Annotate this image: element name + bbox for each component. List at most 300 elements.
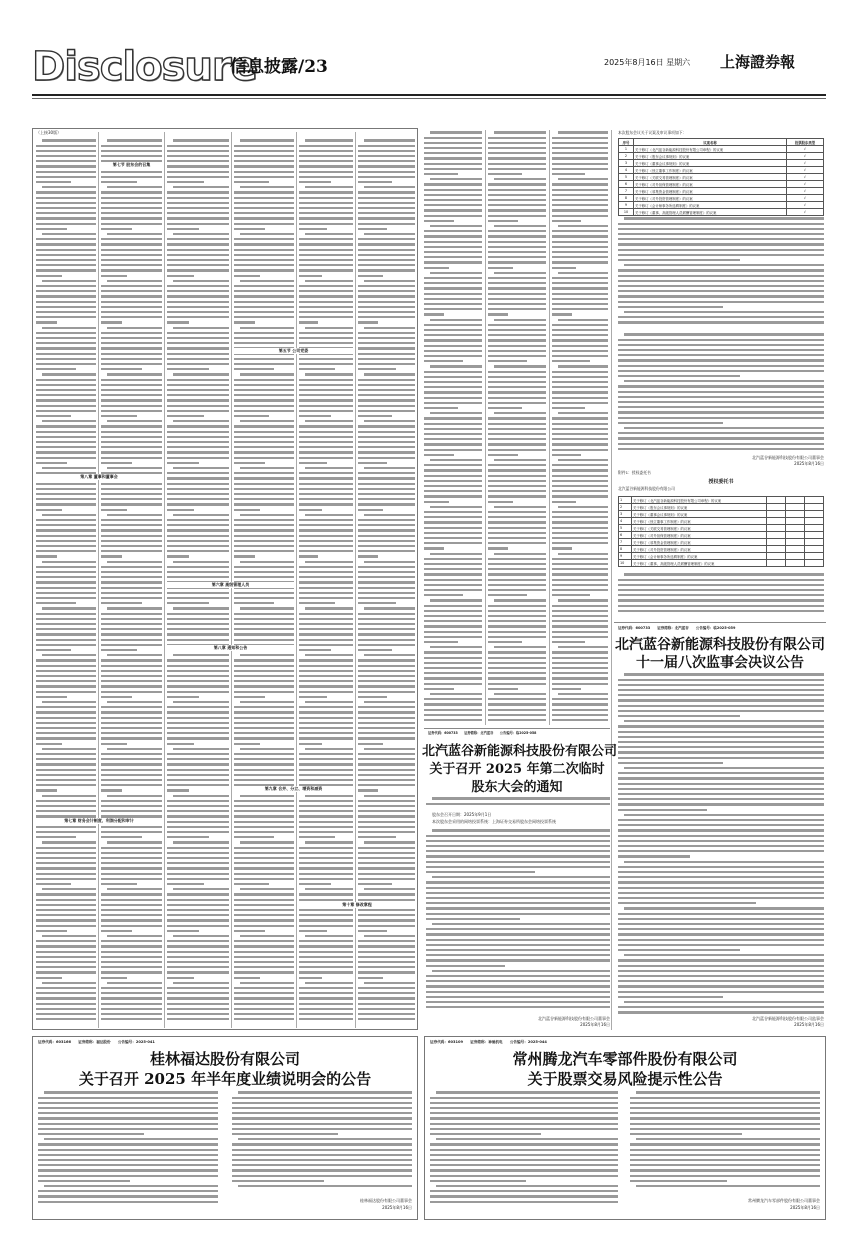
text-line [234, 592, 294, 594]
board-notice-body [618, 672, 824, 1020]
text-line [426, 954, 610, 956]
text-line [424, 267, 449, 269]
text-line [101, 779, 162, 781]
text-line [36, 150, 96, 152]
text-line [101, 176, 162, 178]
text-line [432, 970, 610, 972]
vote-cell[interactable] [805, 504, 824, 511]
text-line [630, 1102, 820, 1104]
agenda-intro: 本次股东会议关于议案及审议事项如下： [618, 130, 687, 135]
text-line [552, 334, 608, 336]
text-line [358, 711, 415, 713]
text-line [552, 261, 608, 263]
text-line [234, 342, 294, 344]
text-line [167, 717, 229, 719]
text-line [618, 881, 824, 883]
text-line [358, 909, 415, 911]
text-line [488, 142, 546, 144]
text-line [299, 217, 353, 219]
text-line [299, 545, 353, 547]
text-line [36, 311, 96, 313]
text-line [494, 272, 546, 274]
text-line [358, 451, 415, 453]
text-line [299, 763, 353, 765]
table-row [619, 153, 824, 160]
text-line [618, 339, 824, 341]
vote-cell[interactable] [767, 539, 786, 546]
text-line [424, 428, 482, 430]
text-line [552, 683, 608, 685]
text-line [167, 509, 194, 511]
text-line [488, 527, 546, 529]
text-line [552, 558, 608, 560]
text-line [299, 254, 353, 256]
vote-cell[interactable] [767, 518, 786, 525]
text-line [167, 472, 229, 474]
text-line [358, 566, 415, 568]
text-line [36, 363, 96, 365]
text-line [488, 355, 546, 357]
text-line [234, 836, 274, 838]
text-line [36, 290, 96, 292]
text-line [36, 379, 96, 381]
table-row [619, 560, 824, 567]
text-line [167, 358, 229, 360]
text-line [364, 654, 415, 656]
text-line [430, 599, 482, 601]
vote-cell[interactable] [786, 553, 805, 560]
text-line [552, 371, 608, 373]
text-line [234, 249, 294, 251]
text-line [430, 1117, 618, 1119]
text-line [101, 873, 162, 875]
text-line [238, 1185, 412, 1187]
text-line [167, 384, 229, 386]
text-line [234, 379, 294, 381]
text-line [234, 753, 294, 755]
articles-column-1 [36, 138, 96, 1024]
text-line [36, 758, 96, 760]
text-line [358, 212, 415, 214]
vote-cell[interactable] [805, 546, 824, 553]
text-line [426, 1001, 610, 1003]
text-line [552, 584, 608, 586]
vote-cell[interactable] [767, 560, 786, 567]
text-line [234, 436, 294, 438]
text-line [234, 519, 294, 521]
text-line [618, 829, 824, 831]
notice-title-line-2: 股东大会的通知 [471, 780, 563, 795]
text-line [36, 592, 96, 594]
text-line [234, 800, 294, 802]
vote-cell[interactable] [805, 539, 824, 546]
text-line [167, 675, 229, 677]
company-name: 桂林福达股份有限公司 [149, 1050, 300, 1068]
text-line [36, 405, 96, 407]
changzhou-column-1 [430, 1090, 618, 1206]
text-line [36, 977, 62, 979]
text-line [167, 394, 229, 396]
text-line [305, 982, 353, 984]
text-line [234, 904, 294, 906]
text-line [488, 360, 527, 362]
text-line [36, 160, 96, 162]
text-line [36, 836, 76, 838]
text-line [424, 391, 482, 393]
text-line [167, 379, 229, 381]
text-line [358, 457, 415, 459]
text-line [618, 269, 824, 271]
text-line [364, 795, 415, 797]
text-line [358, 1018, 415, 1020]
text-line [552, 438, 608, 440]
text-line [424, 537, 482, 539]
text-line [618, 933, 824, 935]
text-line [430, 412, 482, 414]
text-line [101, 649, 137, 651]
text-line [36, 342, 96, 344]
table-row [619, 504, 824, 511]
text-line [36, 779, 96, 781]
text-line [234, 431, 294, 433]
vote-cell[interactable] [767, 553, 786, 560]
vote-cell[interactable] [786, 539, 805, 546]
text-line [36, 696, 67, 698]
vote-cell[interactable] [767, 497, 786, 504]
table-row [619, 188, 824, 195]
text-line [358, 753, 415, 755]
text-line [488, 293, 546, 295]
text-line [430, 506, 482, 508]
text-line [234, 311, 294, 313]
text-line [358, 202, 415, 204]
text-line [234, 275, 260, 277]
text-line [101, 862, 162, 864]
text-line [101, 961, 162, 963]
text-line [299, 857, 353, 859]
text-line [358, 883, 392, 885]
text-line [299, 992, 353, 994]
text-line [38, 1133, 144, 1135]
text-line [424, 579, 482, 581]
text-line [299, 883, 331, 885]
text-line [36, 540, 96, 542]
text-line [42, 233, 96, 235]
table-cell: 关于修订《关联交易管理制度》的议案 [634, 174, 787, 181]
text-line [630, 1133, 742, 1135]
text-line [488, 334, 546, 336]
text-line [358, 779, 415, 781]
text-line [234, 628, 294, 630]
text-line [424, 163, 482, 165]
text-line [234, 503, 294, 505]
text-line [234, 831, 294, 833]
text-line [107, 514, 162, 516]
vote-cell[interactable] [805, 553, 824, 560]
text-line [167, 431, 229, 433]
text-line [42, 186, 96, 188]
vote-cell[interactable] [786, 497, 805, 504]
table-row [619, 546, 824, 553]
text-line [234, 727, 294, 729]
vote-cell[interactable] [805, 532, 824, 539]
text-line [618, 871, 824, 873]
vote-cell[interactable] [767, 511, 786, 518]
vote-cell[interactable] [767, 525, 786, 532]
notice-code-line: 证券代码：600733 证券简称：北汽蓝谷 公告编号：临2025-058 [428, 731, 537, 736]
text-line [358, 519, 415, 521]
text-line [101, 243, 162, 245]
text-line [101, 893, 162, 895]
text-line [36, 285, 96, 287]
vote-cell[interactable] [767, 532, 786, 539]
text-line [299, 826, 353, 828]
text-line [305, 654, 353, 656]
agenda-notes [618, 216, 824, 326]
text-line [305, 186, 353, 188]
text-line [101, 930, 132, 932]
text-line [299, 451, 353, 453]
text-line [101, 602, 142, 604]
text-line [167, 571, 229, 573]
text-line [488, 261, 546, 263]
text-line [42, 888, 96, 890]
text-line [424, 615, 482, 617]
text-line [101, 711, 162, 713]
text-line [234, 212, 294, 214]
text-line [101, 228, 132, 230]
text-line [358, 254, 415, 256]
text-line [234, 977, 260, 979]
text-line [299, 535, 353, 537]
text-line [299, 685, 353, 687]
text-line [36, 753, 96, 755]
text-line [232, 1107, 412, 1109]
text-line [36, 545, 96, 547]
text-line [552, 345, 608, 347]
vote-cell[interactable] [786, 560, 805, 567]
text-line [299, 415, 331, 417]
text-line [426, 996, 610, 998]
text-line [618, 254, 824, 256]
text-line [36, 503, 96, 505]
text-line [167, 275, 194, 277]
text-line [358, 732, 415, 734]
text-line [424, 402, 482, 404]
text-line [38, 1195, 218, 1197]
text-line [488, 350, 546, 352]
text-line [364, 420, 415, 422]
text-line [424, 662, 482, 664]
text-line [167, 264, 229, 266]
text-line [488, 475, 546, 477]
text-line [430, 272, 482, 274]
vote-cell[interactable] [786, 518, 805, 525]
text-line [107, 748, 162, 750]
text-line [101, 269, 162, 271]
text-line [305, 607, 353, 609]
text-line [234, 207, 294, 209]
text-line [426, 835, 610, 837]
text-line [101, 758, 162, 760]
table-cell: 关于修订《募集资金管理制度》的议案 [632, 539, 767, 546]
proxy-signing-lines [618, 572, 824, 618]
text-line [167, 259, 229, 261]
text-line [358, 951, 415, 953]
changzhou-signature: 常州腾龙汽车零部件股份有限公司董事会 [748, 1198, 820, 1203]
text-line [618, 897, 824, 899]
section-wordmark: Disclosure [32, 44, 257, 90]
text-line [234, 810, 294, 812]
text-line [618, 959, 824, 961]
text-line [234, 1008, 294, 1010]
text-line [552, 355, 608, 357]
table-cell: 4 [619, 167, 634, 174]
text-line [494, 178, 546, 180]
text-line [232, 1102, 412, 1104]
text-line [358, 347, 415, 349]
text-line [488, 579, 546, 581]
text-line [36, 587, 96, 589]
text-line [36, 966, 96, 968]
text-line [101, 665, 162, 667]
text-line [618, 788, 824, 790]
text-line [424, 215, 482, 217]
vote-cell[interactable] [786, 532, 805, 539]
text-line [234, 774, 294, 776]
text-line [358, 743, 383, 745]
text-line [234, 457, 294, 459]
text-line [424, 480, 482, 482]
text-line [167, 623, 229, 625]
text-line [101, 722, 162, 724]
text-line [618, 996, 723, 998]
text-line [167, 150, 229, 152]
text-line [101, 784, 162, 786]
text-line [234, 847, 294, 849]
text-line [426, 1006, 610, 1008]
vote-cell[interactable] [767, 504, 786, 511]
meeting-sign-date: 2025年8月16日 [580, 1022, 610, 1027]
text-line [299, 160, 353, 162]
text-line [234, 987, 294, 989]
text-line [167, 483, 229, 485]
text-line [358, 919, 415, 921]
text-line [618, 391, 824, 393]
text-line [173, 701, 229, 703]
text-line [167, 847, 229, 849]
text-line [358, 977, 383, 979]
text-line [101, 457, 162, 459]
text-line [36, 493, 96, 495]
text-line [630, 1169, 820, 1171]
text-line [167, 904, 229, 906]
text-line [36, 914, 96, 916]
vote-cell[interactable] [786, 504, 805, 511]
text-line [36, 899, 96, 901]
vote-cell[interactable] [805, 511, 824, 518]
articles-column-4 [234, 138, 294, 1024]
text-line [107, 795, 162, 797]
text-line [234, 160, 294, 162]
vote-cell[interactable] [805, 560, 824, 567]
text-line [618, 824, 824, 826]
vote-cell[interactable] [805, 497, 824, 504]
text-line [299, 930, 327, 932]
text-line [167, 836, 209, 838]
vote-cell[interactable] [805, 518, 824, 525]
text-line [552, 698, 608, 700]
text-line [234, 675, 294, 677]
text-line [358, 321, 378, 323]
text-line [101, 685, 162, 687]
text-line [552, 527, 608, 529]
text-line [36, 332, 96, 334]
text-line [101, 727, 162, 729]
text-line [618, 605, 824, 607]
text-line [618, 594, 824, 596]
text-line [101, 259, 162, 261]
text-line [358, 509, 383, 511]
text-line [358, 633, 415, 635]
vote-cell[interactable] [767, 546, 786, 553]
text-line [167, 878, 229, 880]
text-line [552, 589, 608, 591]
text-line [36, 191, 96, 193]
vote-cell[interactable] [786, 546, 805, 553]
text-line [630, 1154, 820, 1156]
text-line [299, 181, 331, 183]
text-line [552, 625, 608, 627]
text-line [167, 618, 229, 620]
text-line [36, 613, 96, 615]
text-line [558, 225, 608, 227]
text-line [167, 332, 229, 334]
text-line [38, 1201, 218, 1203]
vote-cell[interactable] [805, 525, 824, 532]
text-line [618, 715, 740, 717]
text-line [552, 620, 608, 622]
text-line [430, 178, 482, 180]
text-line [364, 280, 415, 282]
text-line [618, 855, 690, 857]
text-line [299, 524, 353, 526]
text-line [358, 207, 415, 209]
text-line [552, 537, 608, 539]
text-line [36, 925, 96, 927]
text-line [358, 368, 396, 370]
vote-cell[interactable] [786, 525, 805, 532]
text-line [234, 909, 294, 911]
text-line [101, 238, 162, 240]
bullet-item: 股东会召开日期：2025年9月1日 [432, 812, 492, 817]
text-line [424, 688, 454, 690]
text-line [488, 147, 546, 149]
text-line [636, 1185, 820, 1187]
table-row [619, 202, 824, 209]
text-line [358, 997, 415, 999]
text-line [630, 1175, 820, 1177]
text-line [488, 677, 546, 679]
text-line [358, 332, 415, 334]
text-line [101, 847, 162, 849]
text-line [299, 919, 353, 921]
text-line [358, 576, 415, 578]
text-line [618, 223, 824, 225]
text-line [299, 836, 335, 838]
text-line [358, 472, 415, 474]
vote-cell[interactable] [786, 511, 805, 518]
